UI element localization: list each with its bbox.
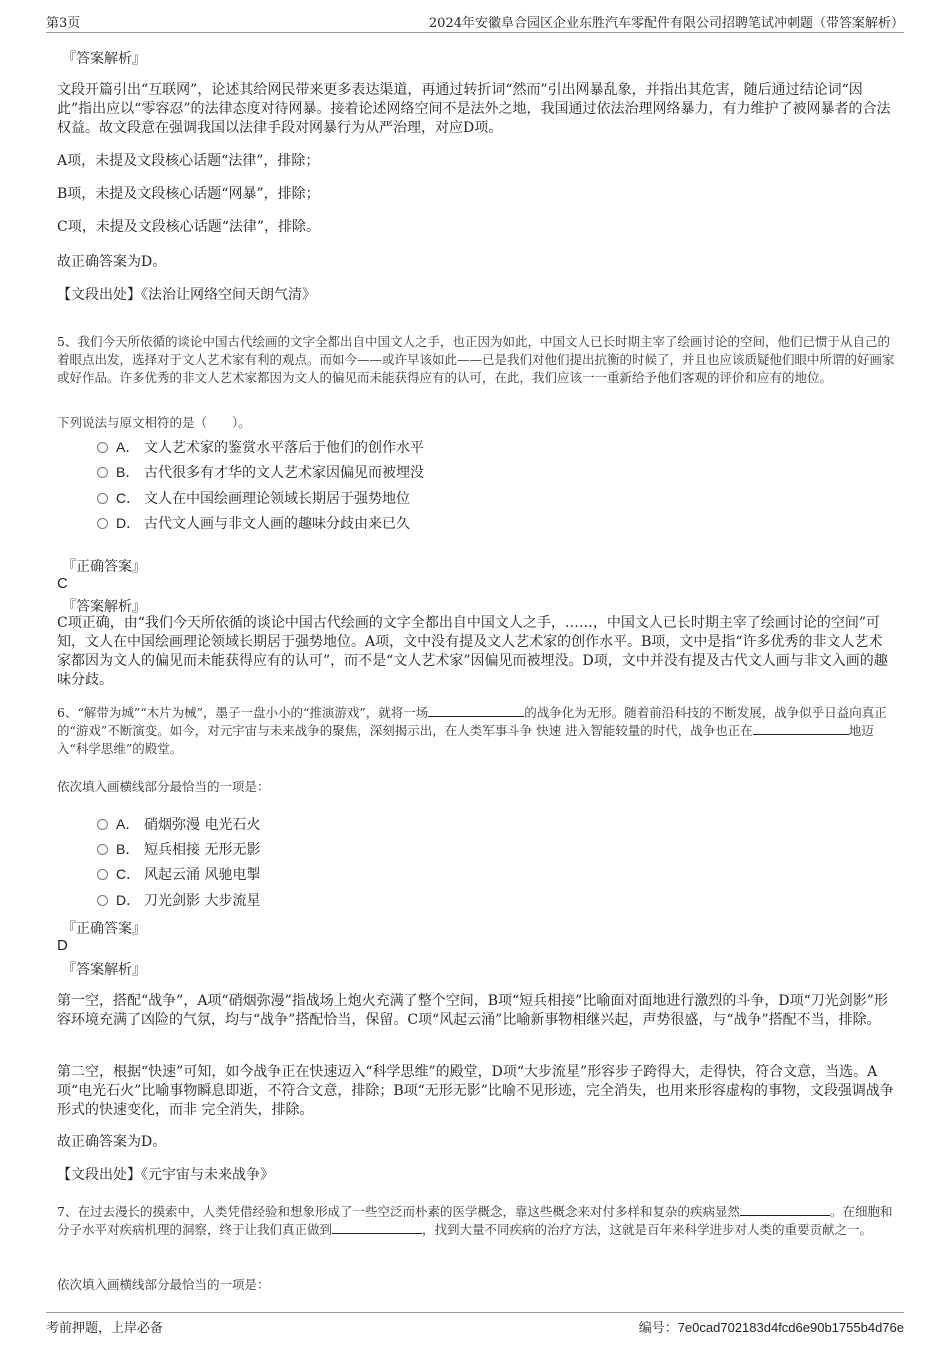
q4-line-b: B项，未提及文段核心话题“网暴”，排除； xyxy=(57,186,320,202)
blank-line xyxy=(753,722,849,735)
q6-stem: 6、“解带为城”“木片为械”，墨子一盘小小的“推演游戏”，就将一场 的战争化为无形。随着前沿科技的不断发展，战争似乎日益向真正的“游戏”不断演变。如今，对元宇宙与未来战争的聚焦，深刻揭示出，在人类军事斗争 快速 进入智能较量的时代，战争也正在 地迈入“科学思维”的殿堂。 xyxy=(57,705,887,756)
blank-line xyxy=(740,1203,830,1216)
q7-prompt: 依次填入画横线部分最恰当的一项是： xyxy=(57,1277,270,1292)
q5-analysis: C项正确，由“我们今天所依循的谈论中国古代绘画的文字全都出自中国文人之手，……，中国文人已长时期主宰了绘画讨论的空间”可知，文人在中国绘画理论领域长期居于强势地位。A项，文中没有提及文人艺术家的创作水平。B项，文中是指“许多优秀的非文人艺术家都因为文人的偏见而未能获得应有的认可”，而不是“文人艺术家”因偏见而被埋没。D项，文中并没有提及古代文人画与非文入画的趣味分歧。 xyxy=(57,615,888,688)
q7-stem: 7、在过去漫长的摸索中，人类凭借经验和想象形成了一些空泛而朴素的医学概念，靠这些概念来对付多样和复杂的疾病显然 。在细胞和分子水平对疾病机理的洞察，终于让我们真正做到 ，找到大量不同疾病的治疗方法，这就是百年来科学进步对人类的重要贡献之一。 xyxy=(57,1204,893,1237)
radio-icon[interactable] xyxy=(97,869,108,880)
q4-analysis-tag: 『答案解析』 xyxy=(62,51,146,67)
q6-analysis-para1: 第一空，搭配“战争”，A项“硝烟弥漫”指战场上炮火充满了整个空间，B项“短兵相接”比喻面对面地进行激烈的斗争，D项“刀光剑影”形容环境充满了凶险的气氛，均与“战争”搭配恰当，保留。C项“风起云涌”比喻新事物相继兴起，声势很盛，与“战争”搭配不当，排除。 xyxy=(57,993,888,1028)
blank-line xyxy=(332,1221,422,1234)
page-footer xyxy=(46,1312,904,1336)
q6-option-d[interactable]: D． 刀光剑影 大步流星 xyxy=(97,890,260,910)
blank-line xyxy=(428,704,524,717)
q5-option-d[interactable]: D． 古代文人画与非文人画的趣味分歧由来已久 xyxy=(97,513,410,533)
q5-option-c[interactable]: C． 文人在中国绘画理论领域长期居于强势地位 xyxy=(97,488,410,508)
radio-icon[interactable] xyxy=(97,493,108,504)
q4-analysis-para: 文段开篇引出“互联网”，论述其给网民带来更多表达渠道，再通过转折词“然而”引出网暴乱象，并指出其危害，随后通过结论词“因此”指出应以“零容忍”的法律态度对待网暴。接着论述网络空间不是法外之地，我国通过依法治理网络暴力，有力维护了被网暴者的合法权益。故文段意在强调我国以法律手段对网暴行为从严治理，对应D项。 xyxy=(57,82,891,136)
q6-analysis-para2: 第二空，根据“快速”可知，如今战争正在快速迈入“科学思维”的殿堂，D项“大步流星”形容步子跨得大，走得快，符合文意，当选。A项“电光石火”比喻事物瞬息即逝，不符合文意，排除；B项“无形无影”比喻不见形迹，完全消失，也用来形容虚构的事物，文段强调战争形式的快速变化，而非 完全消失，排除。 xyxy=(57,1064,894,1118)
page-number: 第3页 xyxy=(46,16,81,31)
q6-answer: D xyxy=(57,937,68,954)
q4-conclusion: 故正确答案为D。 xyxy=(57,254,167,270)
q5-answer: C xyxy=(57,575,68,592)
q6-option-b[interactable]: B． 短兵相接 无形无影 xyxy=(97,839,260,859)
q5-prompt: 下列说法与原文相符的是（ ）。 xyxy=(57,415,251,430)
q5-option-b[interactable]: B． 古代很多有才华的文人艺术家因偏见而被埋没 xyxy=(97,462,424,482)
document-title: 2024年安徽阜合园区企业东胜汽车零配件有限公司招聘笔试冲刺题（带答案解析） xyxy=(428,16,904,31)
q6-analysis-tag: 『答案解析』 xyxy=(62,962,146,978)
q5-analysis-tag: 『答案解析』 xyxy=(62,599,146,615)
q4-source: 【文段出处】《法治让网络空间天朗气清》 xyxy=(57,287,316,303)
q6-option-c[interactable]: C． 风起云涌 风驰电掣 xyxy=(97,864,260,884)
page-header xyxy=(46,10,904,33)
radio-icon[interactable] xyxy=(97,819,108,830)
radio-icon[interactable] xyxy=(97,518,108,529)
q6-answer-tag: 『正确答案』 xyxy=(62,921,146,937)
radio-icon[interactable] xyxy=(97,844,108,855)
radio-icon[interactable] xyxy=(97,895,108,906)
footer-slogan: 考前押题，上岸必备 xyxy=(46,1321,164,1336)
q5-stem: 5、我们今天所依循的谈论中国古代绘画的文字全都出自中国文人之手，也正因为如此，中国文人已长时期主宰了绘画讨论的空间，他们已惯于从自己的着眼点出发，选择对于文人艺术家有利的观点。而如今——或许早该如此——已是我们对他们提出抗衡的时候了，并且也应该质疑他们眼中所谓的好画家或好作品。许多优秀的非文人艺术家都因为文人的偏见而未能获得应有的认可，在此，我们应该一一重新给予他们客观的评价和应有的地位。 xyxy=(57,334,895,385)
q6-option-a[interactable]: A． 硝烟弥漫 电光石火 xyxy=(97,814,260,834)
radio-icon[interactable] xyxy=(97,442,108,453)
q4-line-a: A项，未提及文段核心话题“法律”，排除； xyxy=(57,153,320,169)
footer-code: 编号：7e0cad702183d4fcd6e90b1755b4d76e xyxy=(638,1320,904,1335)
q6-source: 【文段出处】《元宇宙与未来战争》 xyxy=(57,1167,274,1183)
q6-prompt: 依次填入画横线部分最恰当的一项是： xyxy=(57,779,270,794)
q4-line-c: C项，未提及文段核心话题“法律”，排除。 xyxy=(57,219,321,235)
radio-icon[interactable] xyxy=(97,467,108,478)
q5-option-a[interactable]: A． 文人艺术家的鉴赏水平落后于他们的创作水平 xyxy=(97,437,424,457)
q6-conclusion: 故正确答案为D。 xyxy=(57,1134,167,1150)
q5-answer-tag: 『正确答案』 xyxy=(62,559,146,575)
